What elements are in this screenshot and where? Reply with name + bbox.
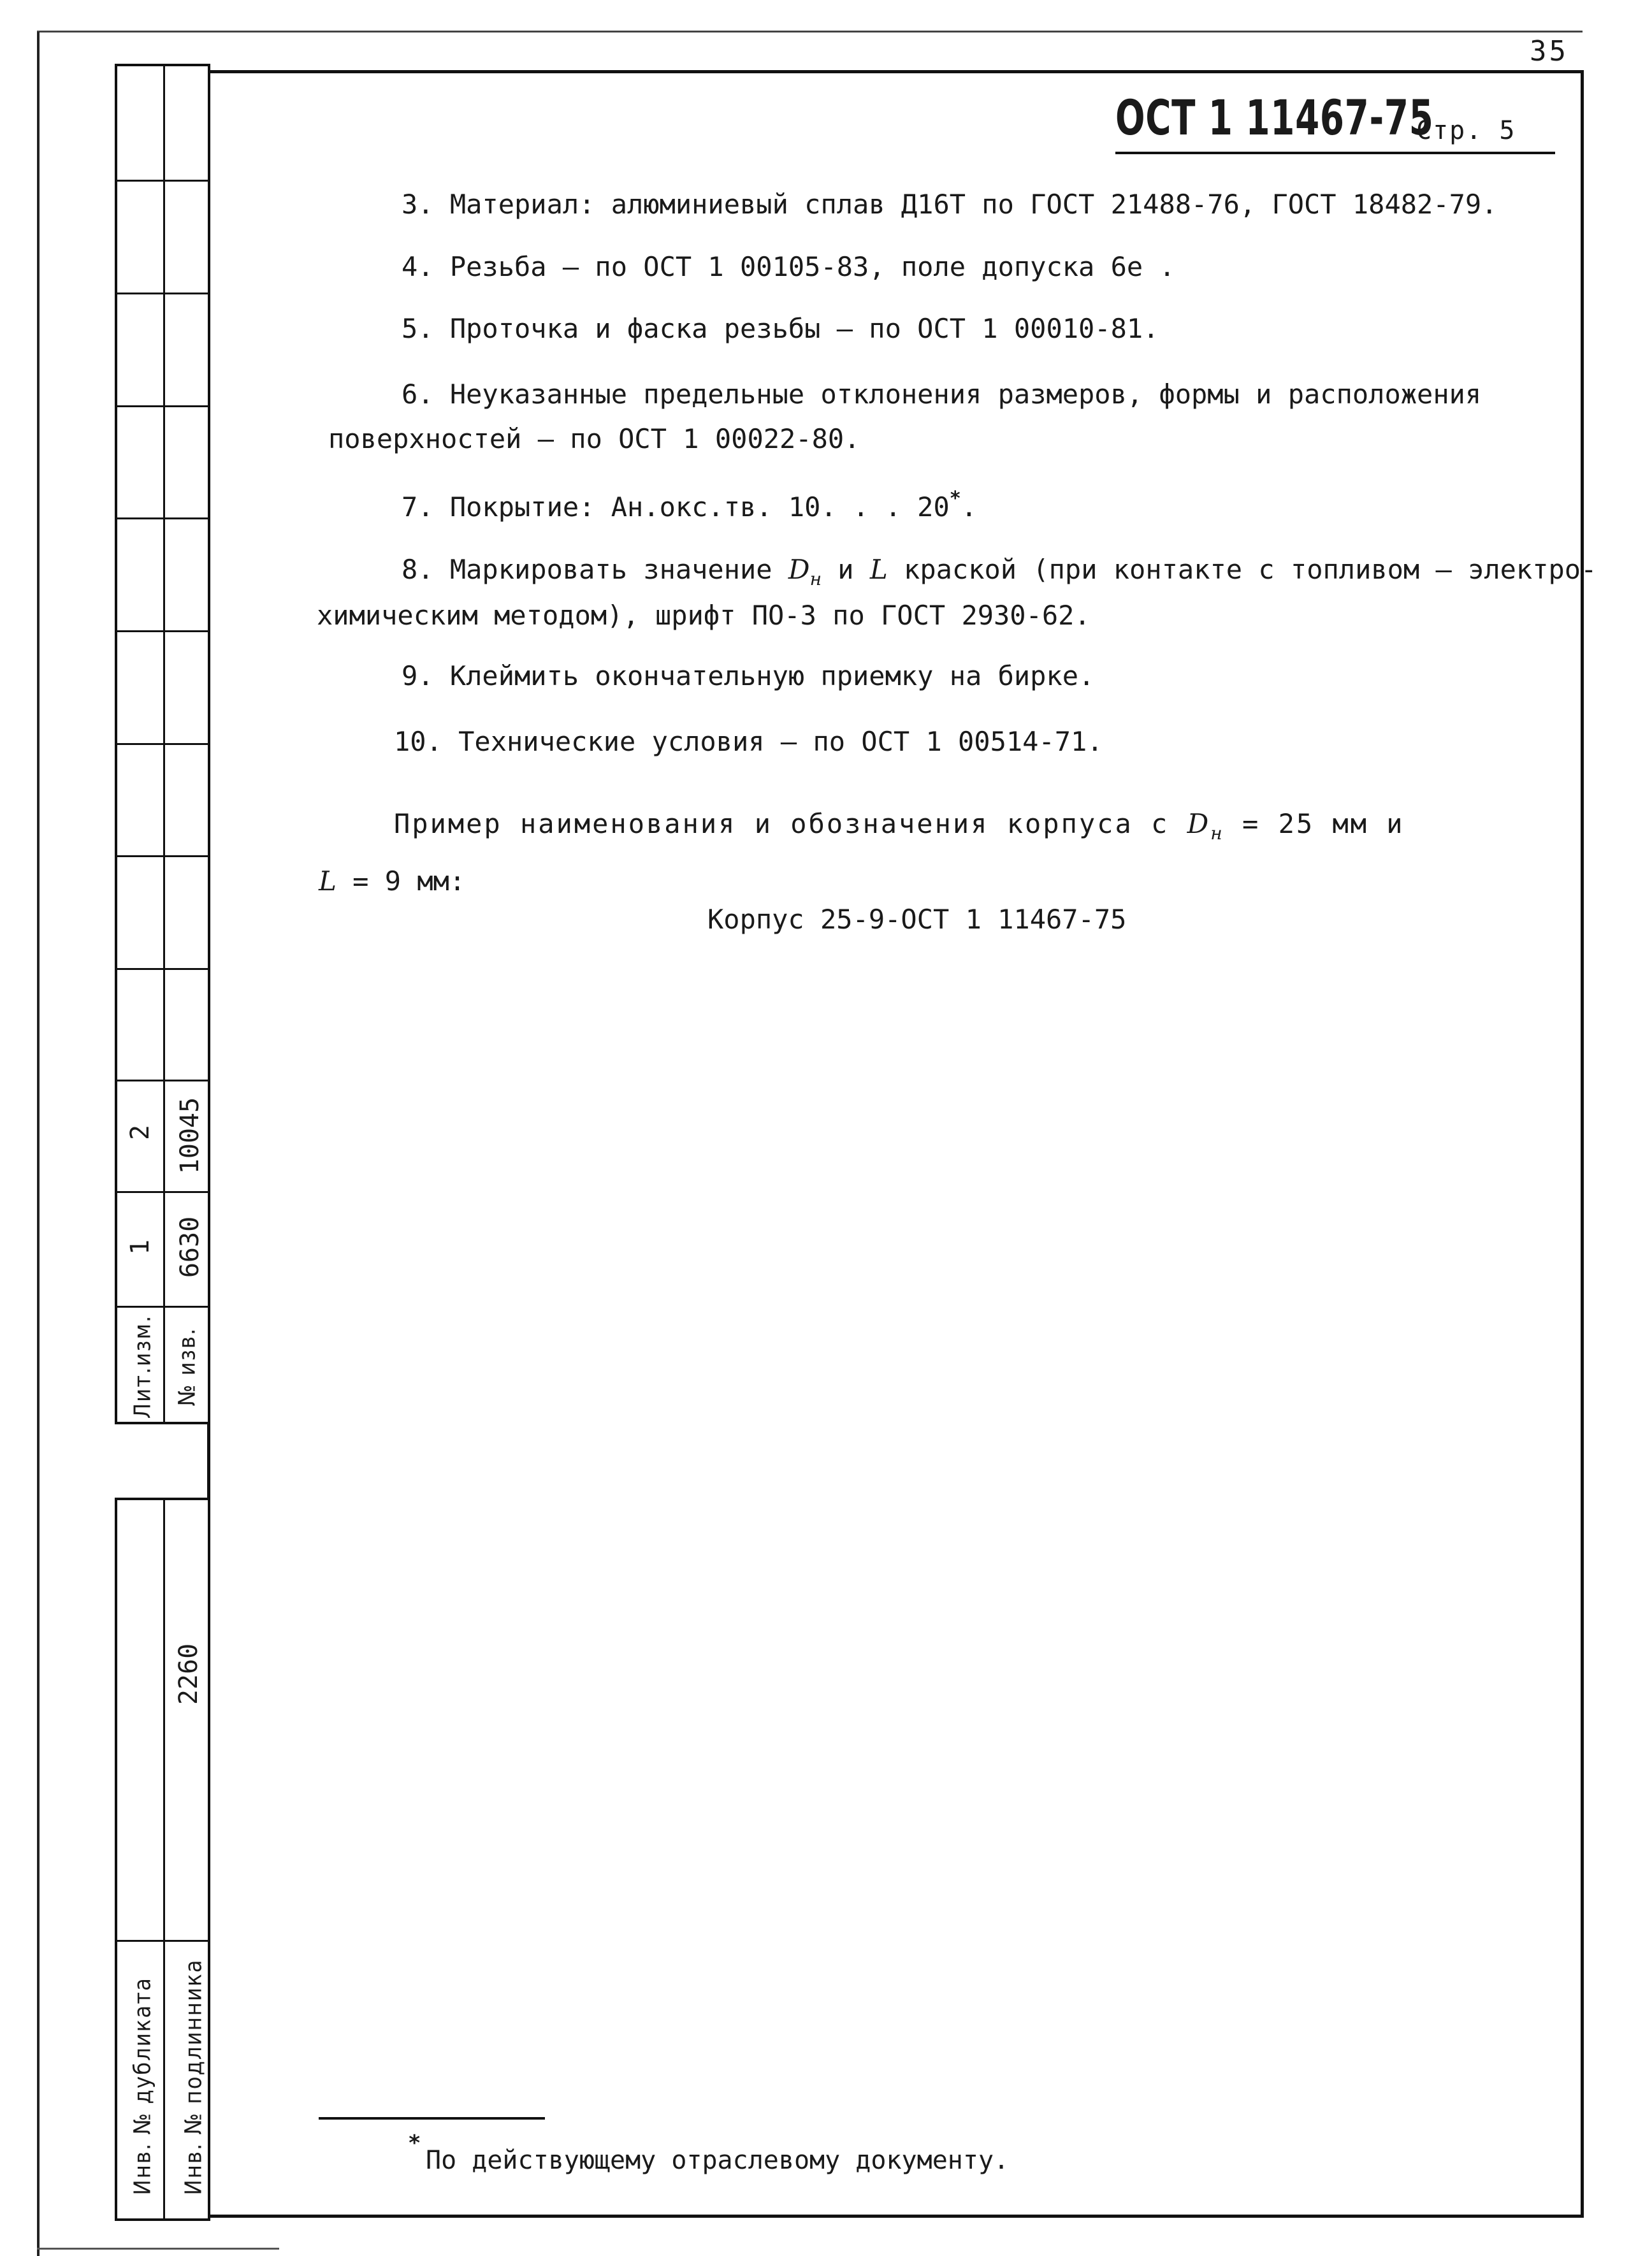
- item-8-pre: 8. Маркировать значение: [402, 554, 788, 585]
- rev-izv-10045: 10045: [175, 1097, 205, 1175]
- example-line1: [394, 808, 1405, 844]
- page-edge-top: [37, 31, 1583, 33]
- page-label: Стр. 5: [1416, 116, 1516, 145]
- page-edge-bottom: [37, 2248, 279, 2250]
- rev-lit-1: 1: [126, 1239, 155, 1255]
- item-9: 9. Клеймить окончательную приемку на бирке.: [402, 660, 1095, 691]
- side-stamp-lower-divider: [163, 1500, 165, 2218]
- inv-podl-value: 2260: [174, 1643, 203, 1705]
- example-post: = 25 мм и: [1224, 808, 1405, 839]
- example-designation: Корпус 25-9-ОСТ 1 11467-75: [707, 904, 1127, 935]
- symbol-d-outer: D: [788, 554, 810, 585]
- rev-izv-6630: 6630: [175, 1216, 205, 1278]
- example-symbol-d-subscript: н: [1210, 823, 1224, 844]
- page-edge-left: [37, 32, 40, 2256]
- item-10: 10. Технические условия – по ОСТ 1 00514-71.: [394, 726, 1103, 757]
- item-8-mid: и: [822, 554, 870, 585]
- doc-code: ОСТ 1 11467-75: [1115, 89, 1434, 146]
- symbol-l-length: L: [869, 554, 888, 585]
- no-izv-label: № изв.: [174, 1327, 201, 1406]
- item-6-line1: 6. Неуказанные предельные отклонения размеров, формы и расположения: [402, 379, 1482, 410]
- item-7: [402, 489, 977, 521]
- item-8-line1: [402, 556, 1597, 588]
- symbol-d-subscript: н: [809, 568, 822, 589]
- item-5: 5. Проточка и фаска резьбы – по ОСТ 1 00010-81.: [402, 313, 1159, 344]
- item-8-line2: химическим методом), шрифт ПО-3 по ГОСТ 2930-62.: [317, 600, 1090, 631]
- inv-dubl-label: Инв. № дубликата: [129, 1977, 156, 2195]
- example-symbol-d: D: [1187, 808, 1211, 839]
- item-6-line2: поверхностей – по ОСТ 1 00022-80.: [328, 423, 860, 454]
- example-pre: Пример наименования и обозначения корпуса с: [394, 808, 1187, 839]
- item-7-text: 7. Покрытие: Ан.окс.тв. 10. . . 20: [402, 491, 950, 523]
- sheet-number: 35: [1530, 35, 1569, 68]
- footnote-text: По действующему отраслевому документу.: [426, 2146, 1010, 2175]
- item-7-tail: .: [960, 491, 978, 523]
- side-stamp-lower: [115, 1498, 210, 2221]
- side-stamp-upper: [115, 64, 210, 1424]
- header-rule: [1115, 152, 1555, 154]
- lit-izm-label: Лит.изм.: [129, 1314, 156, 1419]
- side-stamp: [115, 64, 210, 2221]
- inv-podl-label: Инв. № подлинника: [180, 1958, 207, 2195]
- example-line2-post: = 9 мм:: [336, 865, 466, 897]
- item-8-post: краской (при контакте с топливом – электро-: [887, 554, 1597, 585]
- example-symbol-l: L: [319, 865, 337, 897]
- rev-lit-2: 2: [126, 1124, 155, 1141]
- example-line2: [319, 865, 466, 897]
- item-3: 3. Материал: алюминиевый сплав Д16Т по ГОСТ 21488-76, ГОСТ 18482-79.: [402, 189, 1498, 220]
- footnote-mark: *: [408, 2130, 421, 2156]
- item-7-asterisk: *: [949, 488, 961, 510]
- item-4: 4. Резьба – по ОСТ 1 00105-83, поле допуска 6e .: [402, 251, 1175, 282]
- footnote-separator: [319, 2117, 545, 2120]
